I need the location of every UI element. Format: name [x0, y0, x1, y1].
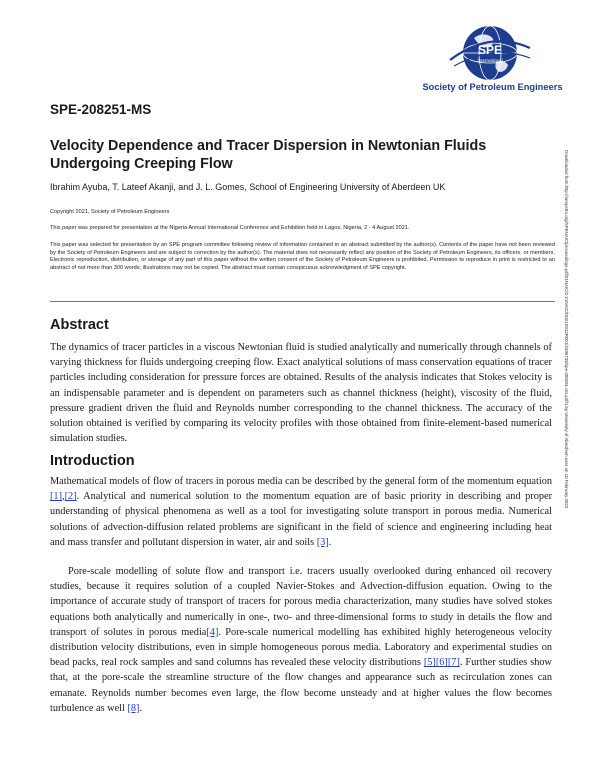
text-run: , [62, 491, 65, 503]
text-run: . Pore-scale numerical modelling has exhibited highly heterogeneous velocity distribution velocity distributions, even in simple homogeneous porous media. Laboratory and experimental studies on bead packs, real rock samples and sand columns has revealed these velocity distributions [50, 626, 552, 669]
copyright-notice: Copyright 2021, Society of Petroleum Engineers [50, 209, 170, 215]
abstract-text: The dynamics of tracer particles in a viscous Newtonian fluid is studied analytically and numerically through channels of varying thickness for fluids undergoing creeping flow. Exact analytical solutions of mass conservation equations of tracer particles including consideration for pressure forces are obtained. Results of the analysis indicates that Stokes velocity is an indispensable parameter and is dependent on parameters such as channel thickness (height), viscosity of the fluid, pressure gradient driven the fluid and Reynolds number corresponding to the channel thickness. The accuracy of the solution obtained is verified by comparing its velocity profiles with those obtained from finite-element-based numerical simulation studies. [50, 342, 552, 445]
citation-link[interactable]: [7] [447, 657, 460, 669]
citation-link[interactable]: [8] [127, 702, 140, 714]
logo-subtext: International [477, 58, 503, 63]
selection-notice: This paper was selected for presentation by an SPE program committee following review of information contained in an abstract submitted by the author(s). Contents of the paper have not been reviewed by the Society of Petroleum Engineers and are subject to correction by the author(s). The material does not necessarily reflect any position of the Society of Petroleum Engineers, its officers, or members. Electronic reproduction, distribution, or storage of any part of this paper without the written consent of the Society of Petroleum Engineers is prohibited. Permission to reproduce in print is restricted to an abstract of not more than 300 words; illustrations may not be copied. The abstract must contain conspicuous acknowledgment of SPE copyright. [50, 242, 555, 271]
prepared-notice: This paper was prepared for presentation at the Nigeria Annual International Conference and Exhibition held in Lagos, Nigeria, 2 - 4 August 2021. [50, 225, 410, 231]
introduction-paragraph-1 [50, 474, 552, 550]
paper-id: SPE-208251-MS [50, 102, 152, 117]
text-run: Pore-scale modelling of solute flow and transport i.e. tracers usually overlooked during enhanced oil recovery studies, because it requires solution of a coupled Navier-Stokes and Advection-diffusion equation. Owing to the importance of accurate study of transport of tracers for porous media characterization, many studies have solved stokes equations both analytically and numerically in one-, two- and three-dimensional forms to study in details the flow and transport of solutes in porous media [50, 566, 552, 638]
download-margin-note: Downloaded from http://onepetro.org/SPENAIC/proceedings-pdf/21NAIC/2-21NAIC/D021S012R001/2496739/spe-208251-ms.pdf/1 by University of Aberdeen user on 10 February 2022 [564, 150, 569, 509]
abstract-heading: Abstract [50, 317, 109, 333]
logo-text: SPE [477, 43, 503, 57]
text-run: Mathematical models of flow of tracers in porous media can be described by the general form of the momentum equation [50, 476, 552, 487]
citation-link[interactable]: [3] [316, 536, 329, 548]
paper-authors: Ibrahim Ayuba, T. Lateef Akanji, and J. L. Gomes, School of Engineering University of Aberdeen UK [50, 182, 446, 192]
introduction-paragraph-2 [50, 564, 552, 716]
text-run: . Further studies show that, at the pore-scale the streamline structure of the flow changes and appearance such as recirculation zones can emanate. Reynolds number becomes even large, the flow become unsteady and at higher values the flow becomes turbulence as well [50, 657, 552, 714]
organization-name: Society of Petroleum Engineers [422, 82, 563, 92]
text-run: . [328, 536, 332, 548]
paper-title: Velocity Dependence and Tracer Dispersion in Newtonian Fluids Undergoing Creeping Flow [50, 138, 487, 172]
citation-link[interactable]: [4] [206, 626, 219, 638]
citation-link[interactable]: [2] [64, 491, 77, 503]
citation-link[interactable]: [5] [423, 657, 436, 669]
divider [50, 301, 555, 302]
introduction-heading: Introduction [50, 453, 135, 469]
text-run: . [139, 702, 143, 714]
citation-link[interactable]: [6] [435, 657, 448, 669]
text-run: . Analytical and numerical solution to the momentum equation are of basic priority in describing and proper understanding of physical phenomena as well as a tool for investigating solute transport in porous media. Numerical solutions of advection-diffusion related problems are significant in the field of science and engineering including heat and mass transfer and pollutant dispersion in water, air and soils [50, 491, 552, 548]
citation-link[interactable]: [1] [50, 491, 63, 503]
